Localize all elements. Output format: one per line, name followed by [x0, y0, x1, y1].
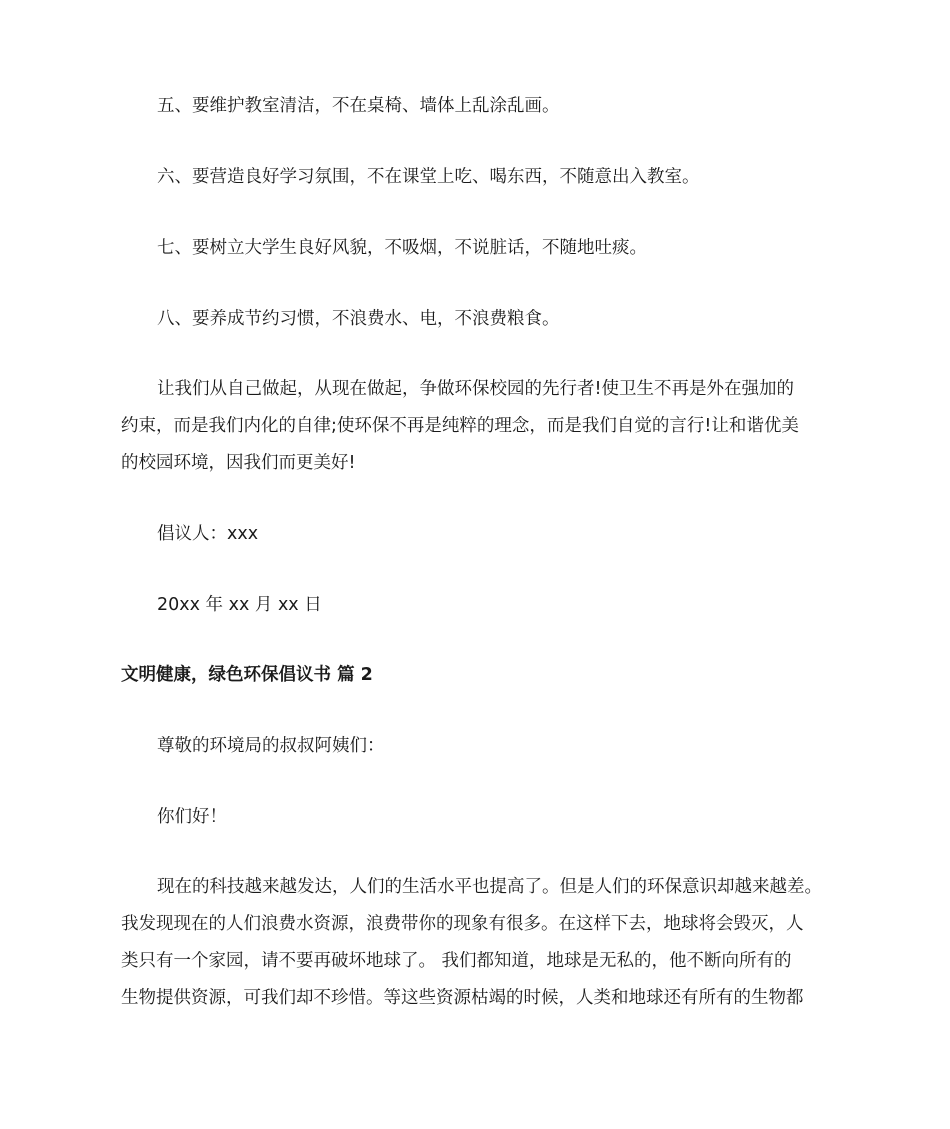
- rule-eight: 八、要养成节约习惯，不浪费水、电，不浪费粮食。: [157, 309, 560, 329]
- closing-line: 的校园环境，因我们而更美好!: [121, 453, 356, 473]
- body-line: 我发现现在的人们浪费水资源，浪费带你的现象有很多。在这样下去，地球将会毁灭，人: [121, 914, 804, 934]
- body-line: 生物提供资源，可我们却不珍惜。等这些资源枯竭的时候，人类和地球还有所有的生物都: [121, 988, 804, 1008]
- greeting: 你们好！: [157, 807, 227, 827]
- rule-six: 六、要营造良好学习氛围，不在课堂上吃、喝东西，不随意出入教室。: [157, 167, 700, 187]
- closing-paragraph: [121, 371, 845, 482]
- body-line: 类只有一个家园，请不要再破坏地球了。 我们都知道，地球是无私的，他不断向所有的: [121, 951, 792, 971]
- body-paragraph: [121, 869, 845, 1017]
- salutation: 尊敬的环境局的叔叔阿姨们：: [157, 736, 385, 756]
- date: 20xx 年 xx 月 xx 日: [157, 595, 322, 615]
- rule-five: 五、要维护教室清洁，不在桌椅、墙体上乱涂乱画。: [157, 96, 560, 116]
- section-title: 文明健康，绿色环保倡议书 篇 2: [121, 665, 373, 685]
- closing-line: 让我们从自己做起，从现在做起，争做环保校园的先行者!使卫生不再是外在强加的: [157, 379, 795, 399]
- closing-line: 约束，而是我们内化的自律;使环保不再是纯粹的理念，而是我们自觉的言行!让和谐优美: [121, 416, 799, 436]
- rule-seven: 七、要树立大学生良好风貌，不吸烟，不说脏话，不随地吐痰。: [157, 238, 647, 258]
- signer: 倡议人：xxx: [157, 524, 259, 544]
- body-line: 现在的科技越来越发达，人们的生活水平也提高了。但是人们的环保意识却越来越差。: [157, 877, 822, 897]
